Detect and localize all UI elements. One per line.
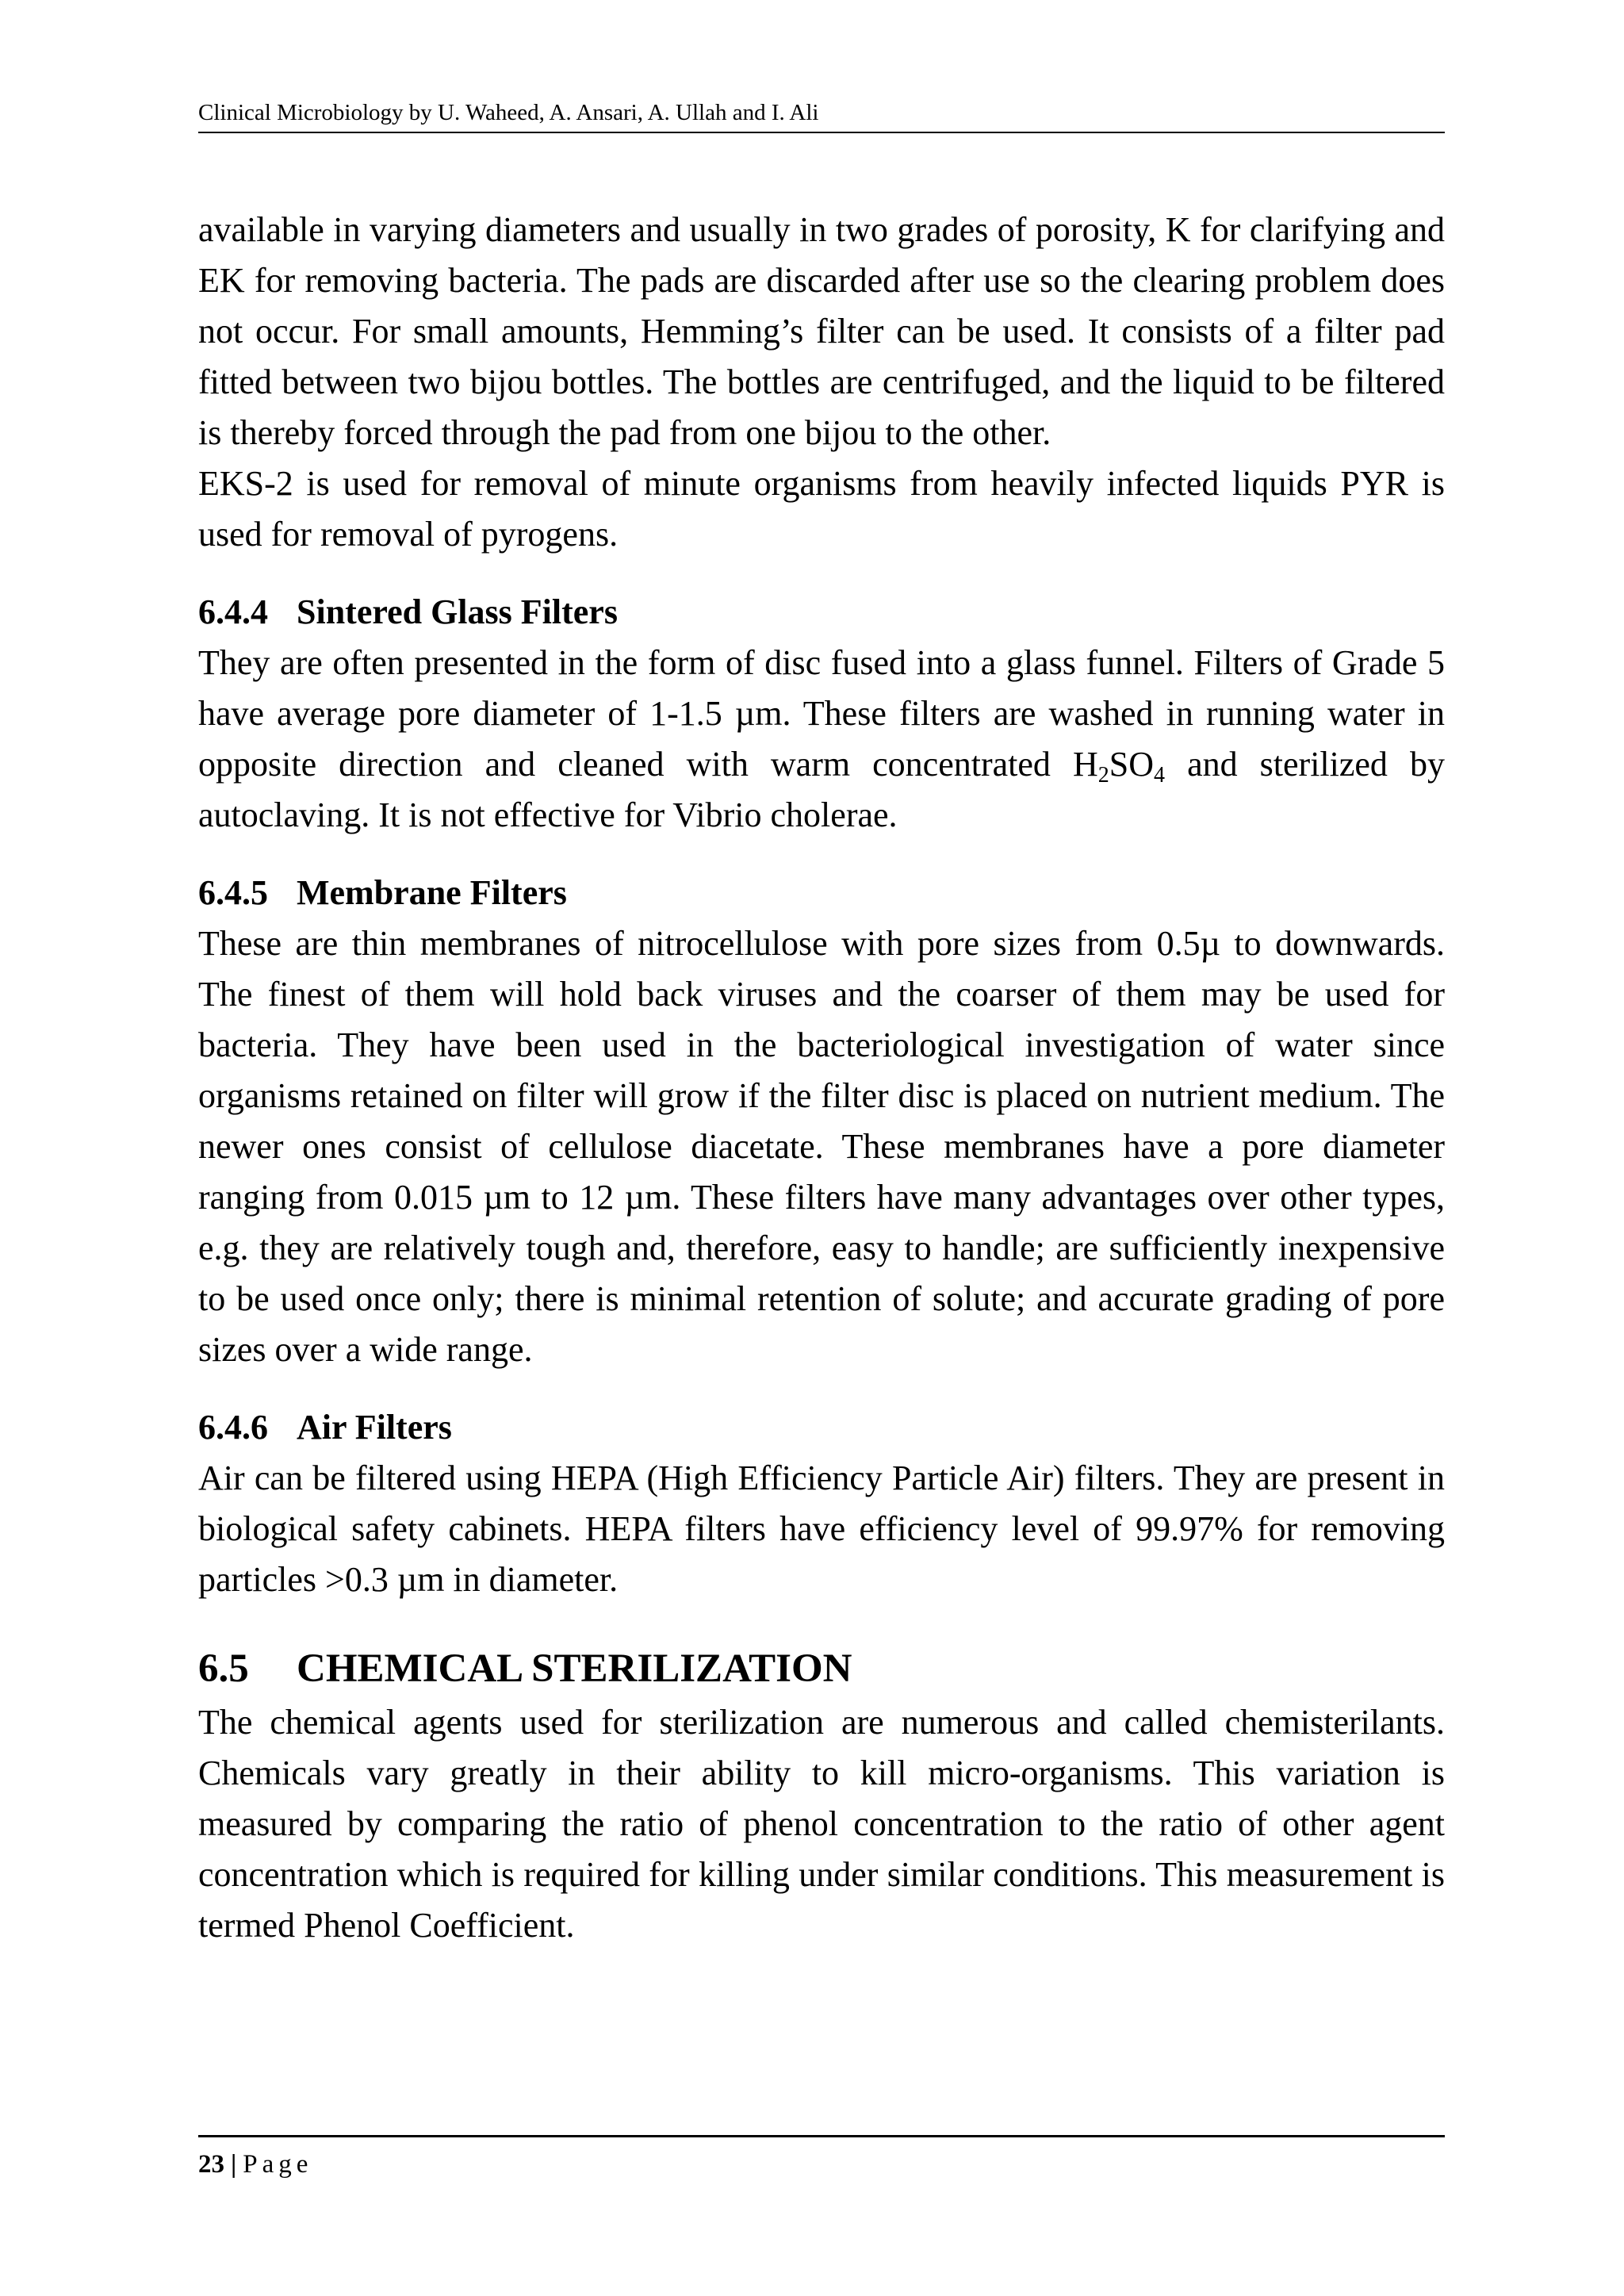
section-title: CHEMICAL STERILIZATION <box>297 1646 852 1691</box>
membrane-filters-paragraph: These are thin membranes of nitrocellulose with pore sizes from 0.5µ to downwards. The finest of them will hold back viruses and the coarser of them may be used for bacteria. They have been used in the bacteriological investigation of water since organisms retained on filter will grow if the filter disc is placed on nutrient medium. The newer ones consist of cellulose diacetate. These membranes have a pore diameter ranging from 0.015 µm to 12 µm. These filters have many advantages over other types, e.g. they are relatively tough and, therefore, easy to handle; are sufficiently inexpensive to be used once only; there is minimal retention of solute; and accurate grading of pore sizes over a wide range. <box>198 924 1445 1369</box>
page-label: Page <box>243 2150 313 2179</box>
heading-membrane-filters <box>198 868 1445 918</box>
eks-paragraph: EKS-2 is used for removal of minute organisms from heavily infected liquids PYR is used for removal of pyrogens. <box>198 464 1445 554</box>
heading-chemical-sterilization <box>198 1640 1445 1697</box>
page-footer <box>198 2135 1445 2180</box>
intro-paragraph: available in varying diameters and usually in two grades of porosity, K for clarifying and EK for removing bacteria. The pads are discarded after use so the clearing problem does not occur. For small amounts, Hemming’s filter can be used. It consists of a filter pad fitted between two bijou bottles. The bottles are centrifuged, and the liquid to be filtered is thereby forced through the pad from one bijou to the other. <box>198 210 1445 452</box>
sintered-glass-paragraph: They are often presented in the form of disc fused into a glass funnel. Filters of Grade 5 have average pore diameter of 1-1.5 µm. These filters are washed in running water in opposite direction and cleaned with warm concentrated $H_2SO_4$ and sterilized by autoclaving. It is not effective for Vibrio cholerae. <box>198 643 1445 834</box>
footer-separator: | <box>231 2150 237 2179</box>
running-header: Clinical Microbiology by U. Waheed, A. Ansari, A. Ullah and I. Ali <box>198 98 1445 133</box>
heading-air-filters <box>198 1402 1445 1453</box>
section-title: Air Filters <box>297 1408 452 1447</box>
heading-sintered-glass-filters <box>198 587 1445 638</box>
page-body <box>198 205 1445 1951</box>
page-number: 23 <box>198 2150 224 2179</box>
section-number: 6.4.5 <box>198 873 268 912</box>
section-number: 6.4.6 <box>198 1408 268 1447</box>
section-title: Sintered Glass Filters <box>297 592 618 631</box>
section-title: Membrane Filters <box>297 873 567 912</box>
section-number: 6.5 <box>198 1646 249 1691</box>
air-filters-paragraph: Air can be filtered using HEPA (High Efficiency Particle Air) filters. They are present in biological safety cabinets. HEPA filters have efficiency level of 99.97% for removing particles >0.3 µm in diameter. <box>198 1458 1445 1599</box>
chemical-sterilization-paragraph: The chemical agents used for sterilization are numerous and called chemisterilants. Chemicals vary greatly in their ability to kill micro-organisms. This variation is measured by comparing the ratio of phenol concentration to the ratio of other agent concentration which is required for killing under similar conditions. This measurement is termed Phenol Coefficient. <box>198 1703 1445 1945</box>
section-number: 6.4.4 <box>198 592 268 631</box>
